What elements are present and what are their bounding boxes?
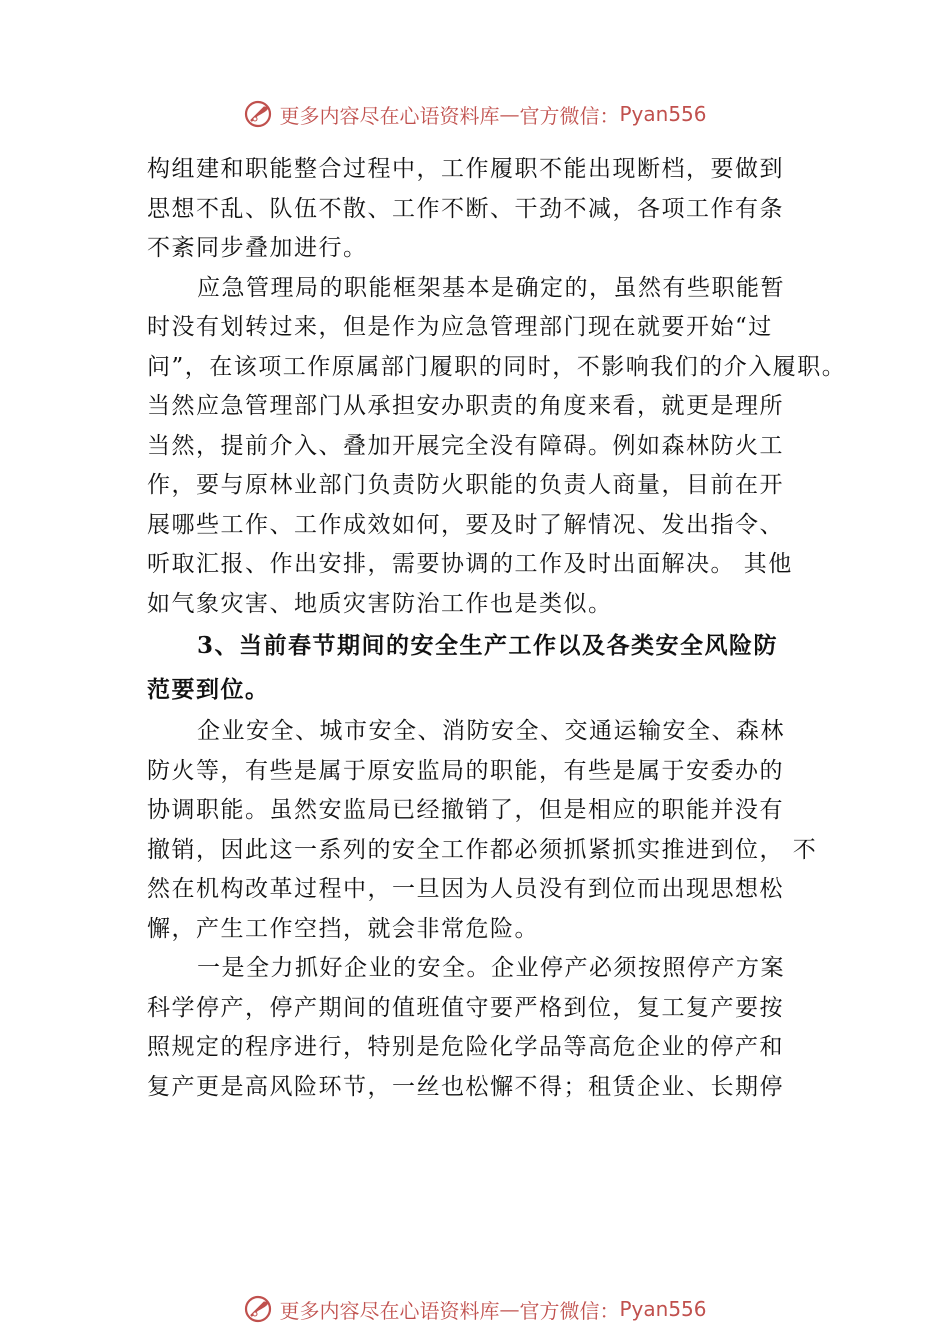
document-body (147, 150, 847, 1107)
paragraph-line: 作，要与原林业部门负责防火职能的负责人商量，目前在开 (147, 472, 784, 498)
header-banner (0, 98, 950, 130)
header-site-text: 更多内容尽在心语资料库 (279, 103, 500, 128)
footer-separator: — (499, 1297, 520, 1321)
paragraph-line: 复产更是高风险环节，一丝也松懈不得；租赁企业、长期停 (147, 1073, 784, 1100)
paragraph-line: 构组建和职能整合过程中，工作履职不能出现断档，要做到 (147, 156, 784, 182)
paragraph-line: 一是全力抓好企业的安全。企业停产必须按照停产方案 (197, 955, 785, 981)
paragraph-line: 时没有划转过来，但是作为应急管理部门现在就要开始“过 (147, 314, 773, 340)
paragraph-line: 展哪些工作、工作成效如何，要及时了解情况、发出指令、 (147, 511, 784, 538)
paragraph-line: 应急管理局的职能框架基本是确定的，虽然有些职能暂 (197, 274, 785, 301)
paragraph-line: 如气象灾害、地质灾害防治工作也是类似。 (147, 590, 613, 617)
paragraph-line: 当然，提前介入、叠加开展完全没有障碍。例如森林防火工 (147, 432, 784, 459)
paragraph-line: 不紊同步叠加进行。 (147, 235, 368, 261)
paragraph-line: 然在机构改革过程中，一旦因为人员没有到位而出现思想松 (147, 876, 784, 902)
footer-wechat-label: 官方微信： (519, 1298, 620, 1323)
paragraph-line: 照规定的程序进行，特别是危险化学品等高危企业的停产和 (147, 1034, 784, 1060)
paragraph-line: 懈，产生工作空挡，就会非常危险。 (147, 915, 539, 942)
paragraph-line: 思想不乱、队伍不散、工作不断、干劲不减，各项工作有条 (147, 195, 784, 222)
paragraph-line: 撤销，因此这一系列的安全工作都必须抓紧抓实推进到位， 不 (147, 836, 818, 863)
quill-logo-icon (243, 1294, 273, 1324)
paragraph-line: 当然应急管理部门从承担安办职责的角度来看，就更是理所 (147, 393, 784, 419)
footer-wechat-id: Pyan556 (619, 1297, 707, 1321)
paragraph-line: 问”，在该项工作原属部门履职的同时，不影响我们的介入履职。 (147, 353, 847, 380)
section-heading-line: 3、当前春节期间的安全生产工作以及各类安全风险防 (197, 632, 779, 659)
section-heading-line: 范要到位。 (147, 676, 270, 703)
paragraph-line: 防火等，有些是属于原安监局的职能，有些是属于安委办的 (147, 757, 784, 784)
paragraph-line: 协调职能。虽然安监局已经撤销了，但是相应的职能并没有 (147, 797, 784, 823)
paragraph-line: 听取汇报、作出安排，需要协调的工作及时出面解决。 其他 (147, 551, 793, 577)
footer-banner (0, 1293, 950, 1325)
header-wechat-label: 官方微信： (519, 103, 620, 128)
paragraph-line: 科学停产，停产期间的值班值守要严格到位，复工复产要按 (147, 994, 784, 1021)
footer-site-text: 更多内容尽在心语资料库 (279, 1298, 500, 1323)
quill-logo-icon (243, 99, 273, 129)
paragraph-line: 企业安全、城市安全、消防安全、交通运输安全、森林 (197, 718, 785, 744)
header-wechat-id: Pyan556 (619, 102, 707, 126)
header-separator: — (499, 102, 520, 126)
